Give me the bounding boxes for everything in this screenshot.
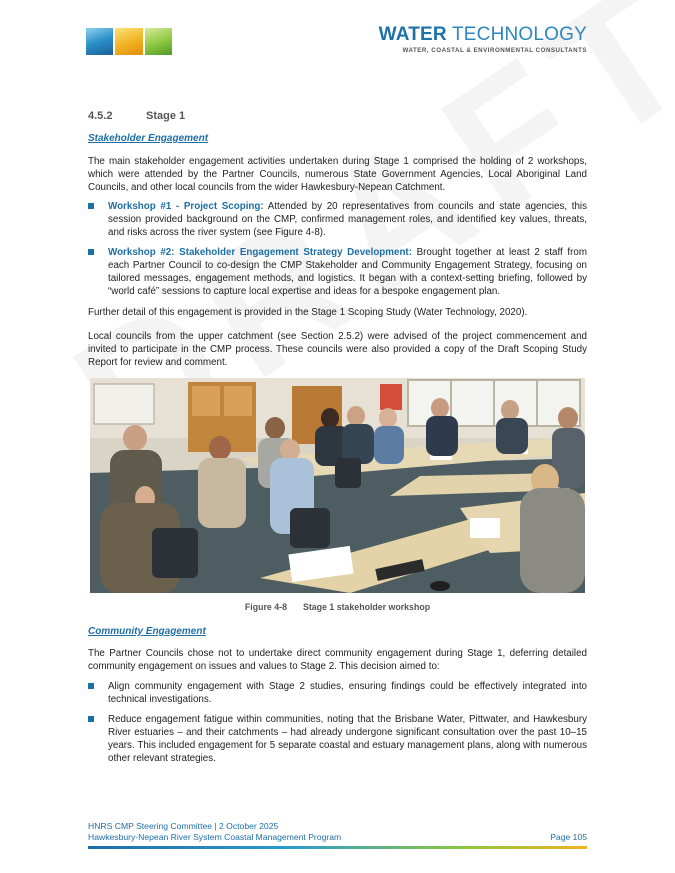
workshop-photo-illustration — [90, 378, 585, 593]
logo-tile-blue — [86, 28, 113, 55]
bullet-lead: Workshop #1 - Project Scoping: — [108, 201, 264, 212]
community-bullet-list-2 — [88, 713, 587, 765]
stakeholder-intro: The main stakeholder engagement activities undertaken during Stage 1 comprised the holding of 2 workshops, which were attended by the Partner Councils, numerous State Government Agencies, Local Aboriginal Land Councils, and other local councils from the wider Hawkesbury-Nepean Catchment. — [88, 156, 587, 193]
workshop-photo — [90, 378, 585, 593]
figure-number: Figure 4-8 — [244, 602, 287, 612]
community-intro: The Partner Councils chose not to undertake direct community engagement during Stage 1, deferring detailed community engagement on issues and values to Stage 2. This decision aimed to: — [88, 648, 587, 672]
community-bullet-list — [88, 680, 587, 706]
list-item — [88, 200, 587, 239]
water-technology-logo — [379, 25, 587, 54]
further-detail-paragraph: Further detail of this engagement is provided in the Stage 1 Scoping Study (Water Technology, 2020). — [88, 307, 528, 318]
bullet-text: Attended by 20 representatives from councils and state agencies, this session provided background on the CMP, confirmed management roles, and identified key values, threats, and risks across the river system (see Figure 4-8). — [108, 201, 587, 238]
stakeholder-heading: Stakeholder Engagement — [88, 133, 209, 144]
footer-line-1: HNRS CMP Steering Committee | 2 October 2025 — [88, 821, 279, 831]
logo-tile-green — [145, 28, 172, 55]
brand-name — [379, 25, 587, 45]
figure-caption-text: Stage 1 stakeholder workshop — [302, 602, 431, 612]
footer-line-2: Hawkesbury-Nepean River System Coastal Management Program — [88, 832, 342, 842]
stakeholder-bullet-list-2 — [88, 246, 587, 298]
stakeholder-bullet-list — [88, 200, 587, 239]
logo-tile-yellow — [115, 28, 142, 55]
page-footer — [88, 821, 587, 843]
section-title: Stage 1 — [146, 110, 186, 122]
section-number: 4.5.2 — [88, 110, 113, 122]
bullet-text: Brought together at least 2 staff from each Partner Council to co-design the CMP Stakeholder and Community Engagement Strategy, focusing on tailored messages, engagement methods, and logistics. It began with a context-setting briefing, followed by “world café” sessions to capture local expertise and ideas for a bespoke engagement plan. — [108, 247, 587, 297]
community-heading: Community Engagement — [88, 626, 206, 637]
brand-bold: WATER — [378, 24, 447, 45]
footer-rule — [88, 846, 587, 849]
bullet-lead: Workshop #2: Stakeholder Engagement Strategy Development: — [108, 247, 412, 258]
page-number: Page 105 — [550, 832, 587, 842]
list-item: Align community engagement with Stage 2 studies, ensuring findings could be effectively integrated into technical investigations. — [88, 680, 587, 706]
list-item: Reduce engagement fatigue within communities, noting that the Brisbane Water, Pittwater, and Hawkesbury River estuaries – and their catchments – had already undergone significant consultation over the past 10–15 years. This included engagement for 5 separate coastal and estuary management plans, along with numerous other relevant strategies. — [88, 713, 587, 765]
brand-tagline: WATER, COASTAL & ENVIRONMENTAL CONSULTANTS — [402, 47, 587, 54]
figure-caption — [88, 602, 587, 612]
partner-logo — [86, 28, 172, 55]
local-councils-paragraph: Local councils from the upper catchment (see Section 2.5.2) were advised of the project commencement and invited to participate in the CMP process. These councils were also provided a copy of the Draft Scoping Study Report for review and comment. — [88, 331, 587, 368]
list-item — [88, 246, 587, 298]
section-heading — [88, 110, 587, 123]
brand-light: TECHNOLOGY — [451, 24, 587, 45]
